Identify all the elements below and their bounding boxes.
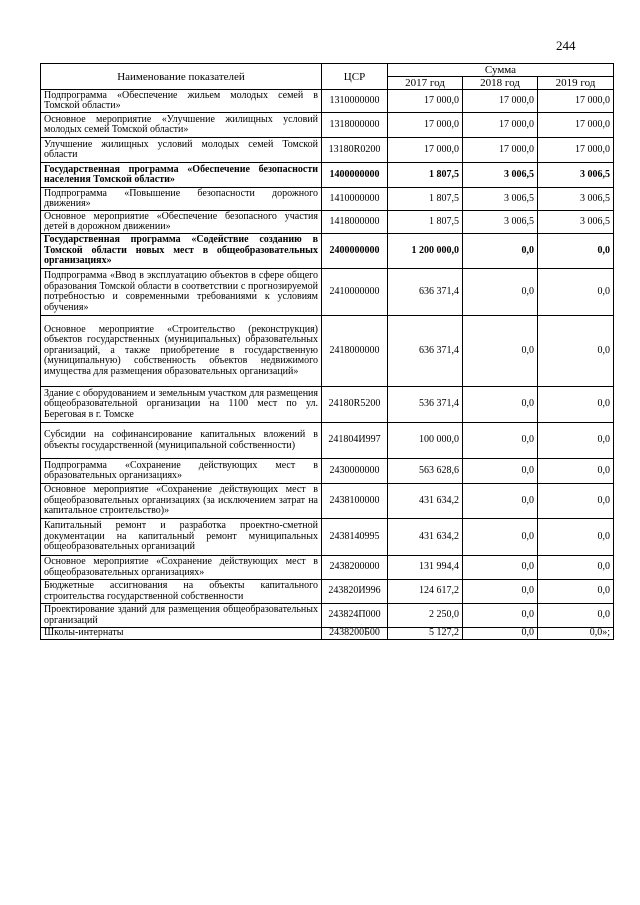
row-value-2018: 0,0 [463, 234, 538, 269]
row-value-2017: 536 371,4 [388, 387, 463, 423]
row-code: 1410000000 [322, 188, 388, 211]
row-value-2018: 0,0 [463, 580, 538, 604]
row-name: Подпрограмма «Ввод в эксплуатацию объектов в сфере общего образования Томской области в соответствии с прогнозируемой потребностью и современными требованиями к условиям обучения» [41, 269, 322, 316]
row-value-2017: 131 994,4 [388, 556, 463, 580]
table-row [41, 580, 614, 604]
row-value-2019: 0,0 [538, 387, 614, 423]
row-code: 1418000000 [322, 211, 388, 234]
row-value-2019: 0,0 [538, 580, 614, 604]
row-code: 241804И997 [322, 423, 388, 459]
row-name: Подпрограмма «Сохранение действующих мест в образовательных организациях» [41, 459, 322, 484]
table-row [41, 211, 614, 234]
row-value-2019: 3 006,5 [538, 188, 614, 211]
row-code: 13180R0200 [322, 138, 388, 163]
row-value-2017: 124 617,2 [388, 580, 463, 604]
row-value-2017: 17 000,0 [388, 138, 463, 163]
table-row [41, 316, 614, 387]
row-value-2019: 0,0 [538, 604, 614, 628]
row-code: 2438200Б00 [322, 628, 388, 640]
row-value-2019: 0,0 [538, 459, 614, 484]
table-header [41, 64, 614, 90]
row-value-2019: 3 006,5 [538, 163, 614, 188]
row-value-2017: 17 000,0 [388, 90, 463, 113]
row-value-2017: 1 807,5 [388, 211, 463, 234]
row-value-2018: 0,0 [463, 484, 538, 519]
table-row [41, 423, 614, 459]
row-value-2018: 0,0 [463, 628, 538, 640]
row-value-2017: 1 807,5 [388, 188, 463, 211]
row-value-2017: 100 000,0 [388, 423, 463, 459]
budget-table [40, 63, 614, 640]
row-value-2019: 0,0 [538, 484, 614, 519]
row-name: Капитальный ремонт и разработка проектно-сметной документации на капитальный ремонт муниципальных общеобразовательных организаций [41, 519, 322, 556]
row-value-2018: 17 000,0 [463, 90, 538, 113]
row-code: 2438100000 [322, 484, 388, 519]
row-code: 24180R5200 [322, 387, 388, 423]
row-name: Основное мероприятие «Улучшение жилищных условий молодых семей Томской области» [41, 113, 322, 138]
row-code: 1318000000 [322, 113, 388, 138]
row-value-2018: 3 006,5 [463, 211, 538, 234]
row-value-2019: 0,0 [538, 316, 614, 387]
row-value-2019: 3 006,5 [538, 211, 614, 234]
row-value-2018: 0,0 [463, 316, 538, 387]
row-value-2018: 17 000,0 [463, 138, 538, 163]
header-sum: Сумма [388, 64, 614, 77]
table-row [41, 113, 614, 138]
row-name: Государственная программа «Содействие созданию в Томской области новых мест в общеобразовательных организациях» [41, 234, 322, 269]
header-name: Наименование показателей [41, 64, 322, 90]
row-value-2018: 0,0 [463, 269, 538, 316]
row-name: Улучшение жилищных условий молодых семей Томской области [41, 138, 322, 163]
row-value-2019: 17 000,0 [538, 113, 614, 138]
row-code: 243820И996 [322, 580, 388, 604]
row-name: Подпрограмма «Повышение безопасности дорожного движения» [41, 188, 322, 211]
row-value-2019: 0,0 [538, 423, 614, 459]
row-code: 1310000000 [322, 90, 388, 113]
row-value-2017: 1 807,5 [388, 163, 463, 188]
table-row [41, 188, 614, 211]
row-value-2017: 563 628,6 [388, 459, 463, 484]
page-number: 244 [556, 38, 576, 53]
header-year-2019: 2019 год [538, 77, 614, 90]
header-row-top [41, 64, 614, 77]
row-code: 2438140995 [322, 519, 388, 556]
table-row [41, 90, 614, 113]
header-year-2017: 2017 год [388, 77, 463, 90]
row-value-2018: 17 000,0 [463, 113, 538, 138]
table-row [41, 269, 614, 316]
table-row [41, 628, 614, 640]
row-name: Основное мероприятие «Сохранение действующих мест в общеобразовательных организациях» [41, 556, 322, 580]
row-value-2018: 0,0 [463, 604, 538, 628]
row-code: 2400000000 [322, 234, 388, 269]
row-value-2019: 0,0 [538, 269, 614, 316]
row-name: Школы-интернаты [41, 628, 322, 640]
row-value-2017: 431 634,2 [388, 519, 463, 556]
row-value-2017: 636 371,4 [388, 269, 463, 316]
row-value-2018: 0,0 [463, 459, 538, 484]
row-value-2018: 0,0 [463, 556, 538, 580]
row-name: Основное мероприятие «Строительство (реконструкция) объектов государственных (муниципальных) образовательных организаций, а также приобретение в государственную (муниципальную) собственность объектов недвижимого имущества для размещения образовательных организаций» [41, 316, 322, 387]
row-value-2017: 17 000,0 [388, 113, 463, 138]
row-code: 2438200000 [322, 556, 388, 580]
row-value-2017: 2 250,0 [388, 604, 463, 628]
row-value-2018: 0,0 [463, 387, 538, 423]
row-code: 2418000000 [322, 316, 388, 387]
table-body [41, 90, 614, 640]
row-value-2017: 431 634,2 [388, 484, 463, 519]
row-name: Основное мероприятие «Сохранение действующих мест в общеобразовательных организациях (за исключением затрат на капитальное строительство)» [41, 484, 322, 519]
table-row [41, 519, 614, 556]
header-year-2018: 2018 год [463, 77, 538, 90]
table-row [41, 484, 614, 519]
row-code: 2410000000 [322, 269, 388, 316]
row-name: Основное мероприятие «Обеспечение безопасного участия детей в дорожном движении» [41, 211, 322, 234]
table-row [41, 556, 614, 580]
table-row [41, 604, 614, 628]
row-value-2018: 3 006,5 [463, 163, 538, 188]
row-name: Субсидии на софинансирование капитальных вложений в объекты государственной (муниципальной собственности) [41, 423, 322, 459]
row-value-2018: 3 006,5 [463, 188, 538, 211]
row-name: Здание с оборудованием и земельным участком для размещения общеобразовательной организации на 1100 мест по ул. Береговая в г. Томске [41, 387, 322, 423]
row-name: Проектирование зданий для размещения общеобразовательных организаций [41, 604, 322, 628]
row-name: Бюджетные ассигнования на объекты капитального строительства государственной собственности [41, 580, 322, 604]
row-value-2018: 0,0 [463, 423, 538, 459]
row-value-2019: 17 000,0 [538, 90, 614, 113]
row-value-2017: 5 127,2 [388, 628, 463, 640]
row-value-2019: 0,0 [538, 556, 614, 580]
row-value-2019: 17 000,0 [538, 138, 614, 163]
row-value-2019: 0,0 [538, 234, 614, 269]
row-name: Государственная программа «Обеспечение безопасности населения Томской области» [41, 163, 322, 188]
table-row [41, 234, 614, 269]
table-row [41, 459, 614, 484]
row-value-2017: 1 200 000,0 [388, 234, 463, 269]
row-value-2019: 0,0 [538, 519, 614, 556]
row-value-2019: 0,0»; [538, 628, 614, 640]
header-code: ЦСР [322, 64, 388, 90]
table-row [41, 387, 614, 423]
row-code: 2430000000 [322, 459, 388, 484]
row-code: 243824П000 [322, 604, 388, 628]
row-code: 1400000000 [322, 163, 388, 188]
table-row [41, 138, 614, 163]
table-row [41, 163, 614, 188]
row-value-2017: 636 371,4 [388, 316, 463, 387]
row-name: Подпрограмма «Обеспечение жильем молодых семей в Томской области» [41, 90, 322, 113]
row-value-2018: 0,0 [463, 519, 538, 556]
